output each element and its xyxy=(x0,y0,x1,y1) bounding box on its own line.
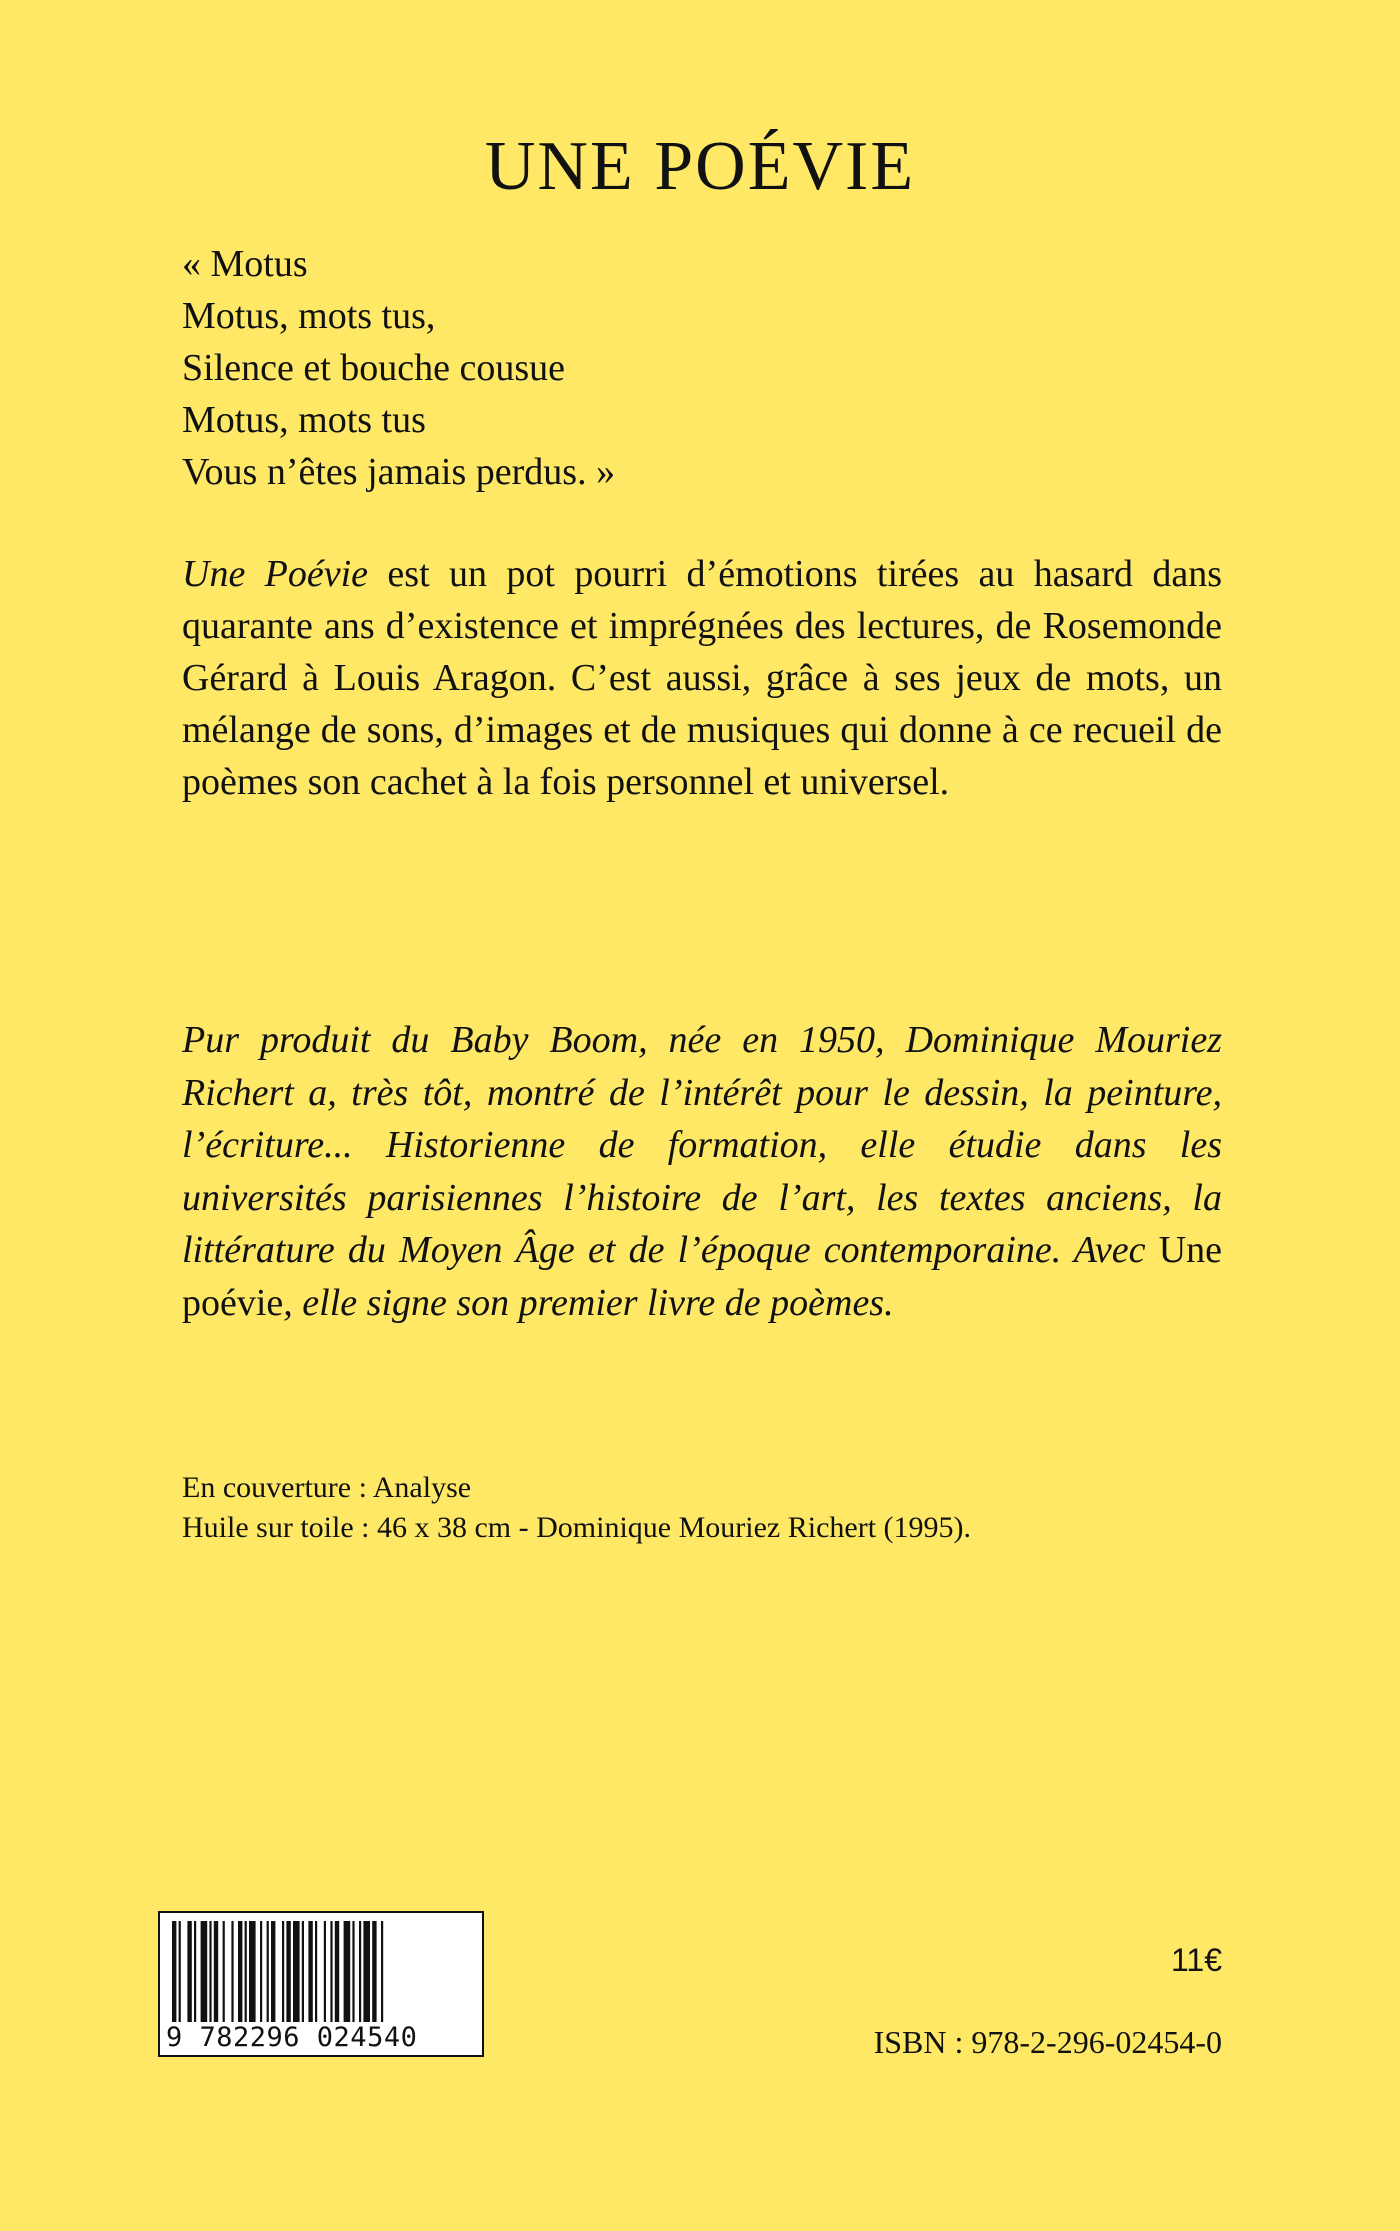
book-title: UNE POÉVIE xyxy=(484,127,916,205)
poem-line: Motus, mots tus xyxy=(182,399,426,441)
barcode-bar xyxy=(201,1921,208,2025)
barcode-bar xyxy=(249,1921,256,2025)
barcode-bar xyxy=(223,1921,225,2025)
barcode-bar xyxy=(372,1921,376,2025)
barcode-bar xyxy=(271,1921,275,2025)
bio-text-end: , elle signe son premier livre de poèmes. xyxy=(283,1281,894,1324)
barcode-bar xyxy=(209,1921,211,2025)
barcode xyxy=(158,1911,484,2057)
barcode-bar xyxy=(315,1921,317,2025)
description-text: est un pot pourri d’émotions tirées au hasard dans quarante ans d’existence et imprégnées des lectures, de Rosemonde Gérard à Louis Aragon. C’est aussi, grâce à ses jeux de mots, un mélange de sons, d’images et de musiques qui donne à ce recueil de poèmes son cachet à la fois personnel et universel. xyxy=(182,553,1222,803)
barcode-bar xyxy=(238,1921,242,2025)
barcode-bars-icon xyxy=(170,1921,474,2025)
barcode-bar xyxy=(172,1921,176,2025)
barcode-bar xyxy=(302,1921,304,2025)
barcode-bar xyxy=(293,1921,300,2025)
poem-line: Silence et bouche cousue xyxy=(182,347,566,389)
barcode-bar xyxy=(359,1921,361,2025)
isbn: ISBN : 978-2-296-02454-0 xyxy=(873,2024,1222,2060)
bio-text-start: Pur produit du Baby Boom, née en 1950, Dominique Mouriez Richert a, très tôt, montré de l’intérêt pour le dessin, la peinture, l’écriture... Historienne de formation, elle étudie dans les universités parisiennes l’histoire de l’art, les textes anciens, la littérature du Moyen Âge et de l’époque contemporaine. Avec xyxy=(182,1019,1222,1271)
barcode-bar xyxy=(267,1921,269,2025)
book-description xyxy=(182,548,1222,808)
cover-credits xyxy=(182,1468,1222,1548)
barcode-bar xyxy=(194,1921,196,2025)
barcode-bar xyxy=(231,1921,233,2025)
price: 11€ xyxy=(1170,1942,1222,1978)
barcode-bar xyxy=(363,1921,370,2025)
barcode-bar xyxy=(286,1921,290,2025)
credits-line-2: Huile sur toile : 46 x 38 cm - Dominique Mouriez Richert (1995). xyxy=(182,1511,972,1544)
barcode-bar xyxy=(324,1921,326,2025)
credits-line-1: En couverture : Analyse xyxy=(182,1471,472,1504)
barcode-digits: 9 782296 024540 xyxy=(166,2022,478,2053)
barcode-bar xyxy=(344,1921,351,2025)
barcode-bar xyxy=(187,1921,191,2025)
barcode-bar xyxy=(335,1921,339,2025)
author-bio xyxy=(182,1014,1222,1329)
barcode-bar xyxy=(352,1921,354,2025)
barcode-bar xyxy=(308,1921,312,2025)
barcode-bar xyxy=(214,1921,218,2025)
poem-line: Motus, mots tus, xyxy=(182,295,436,337)
poem-excerpt xyxy=(182,238,1222,498)
barcode-bar xyxy=(282,1921,284,2025)
description-title: Une Poévie xyxy=(182,553,369,595)
barcode-bar xyxy=(330,1921,332,2025)
barcode-bar xyxy=(245,1921,247,2025)
barcode-bar xyxy=(179,1921,181,2025)
bio-book-title: Une poévie xyxy=(182,1229,1222,1324)
barcode-bar xyxy=(260,1921,262,2025)
poem-line: « Motus xyxy=(182,243,308,285)
barcode-bar xyxy=(381,1921,383,2025)
poem-line: Vous n’êtes jamais perdus. » xyxy=(182,451,616,493)
